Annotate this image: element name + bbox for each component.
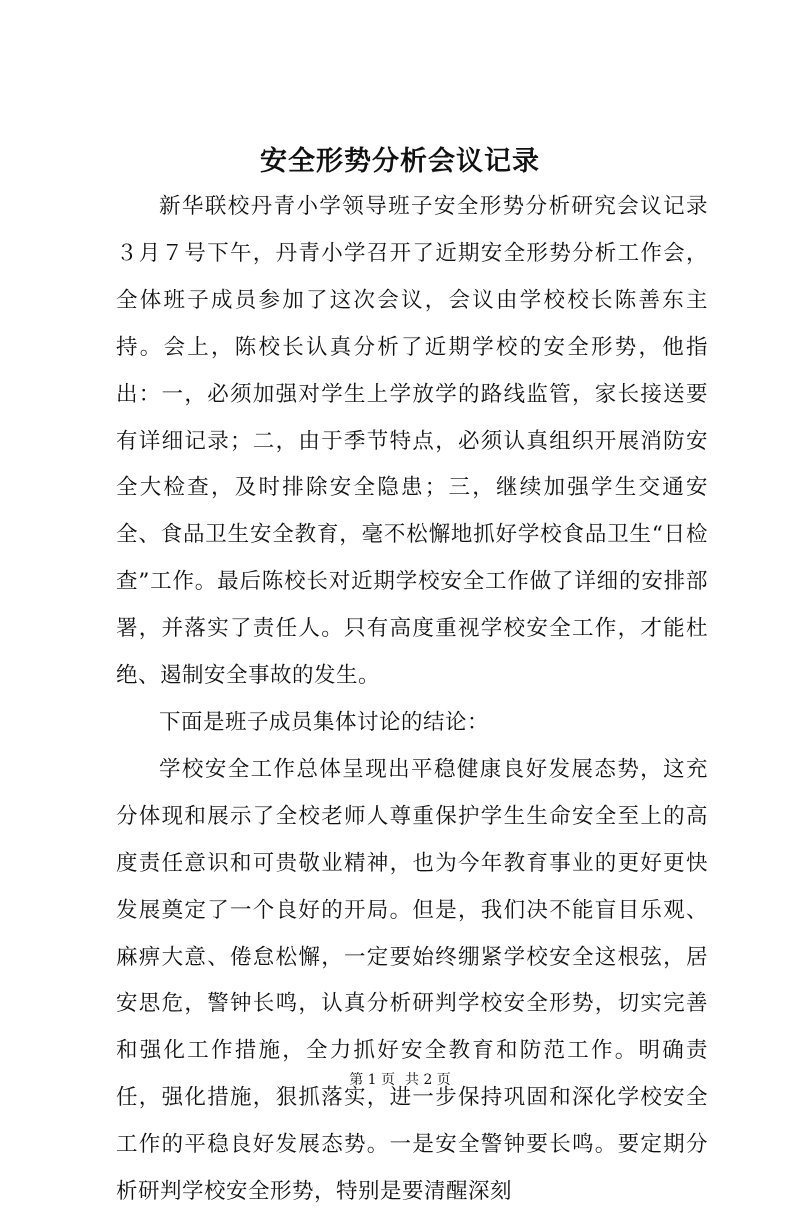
page-total: 共 2 页 <box>405 1072 451 1088</box>
paragraph-discussion-intro: 下面是班子成员集体讨论的结论： <box>159 709 490 735</box>
paragraph-meeting-record: 新华联校丹青小学领导班子安全形势分析研究会议记录３月７号下午，丹青小学召开了近期安全形势分析工作会，全体班子成员参加了这次会议，会议由学校校长陈善东主持。会上，陈校长认真分析了近期学校的安全形势，他指出：一，必须加强对学生上学放学的路线监管，家长接送要有详细记录；二，由于季节特点，必须认真组织开展消防安全大检查，及时排除安全隐患；三，继续加强学生交通安全、食品卫生安全教育，毫不松懈地抓好学校食品卫生“日检查”工作。最后陈校长对近期学校安全工作做了详细的安排部署，并落实了责任人。只有高度重视学校安全工作，才能杜绝、遏制安全事故的发生。 <box>116 194 708 689</box>
page-footer <box>0 1070 800 1090</box>
document-body <box>116 184 708 1216</box>
paragraph-conclusion: 学校安全工作总体呈现出平稳健康良好发展态势，这充分体现和展示了全校老师人尊重保护学生生命安全至上的高度责任意识和可贵敬业精神，也为今年教育事业的更好更快发展奠定了一个良好的开局。但是，我们决不能盲目乐观、麻痹大意、倦怠松懈，一定要始终绷紧学校安全这根弦，居安思危，警钟长鸣，认真分析研判学校安全形势，切实完善和强化工作措施，全力抓好安全教育和防范工作。明确责任，强化措施，狠抓落实，进一步保持巩固和深化学校安全工作的平稳良好发展态势。一是安全警钟要长鸣。要定期分析研判学校安全形势，特别是要清醒深刻 <box>116 756 708 1205</box>
page-number: 第 1 页 <box>349 1072 395 1088</box>
document-title: 安全形势分析会议记录 <box>260 146 540 177</box>
